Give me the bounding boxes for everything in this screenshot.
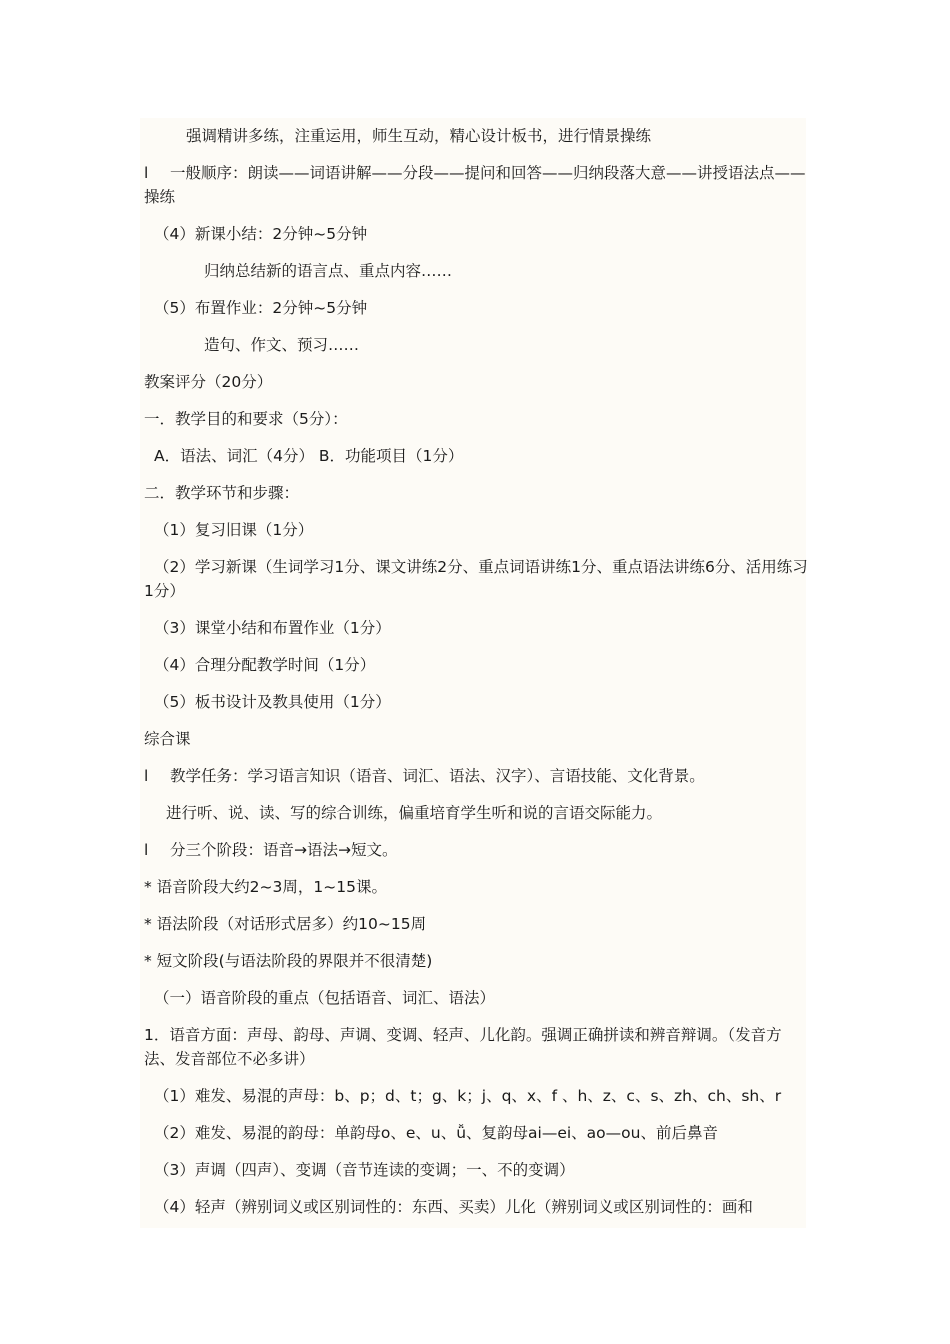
item-new-lesson-summary: （4）新课小结：2分钟~5分钟	[154, 225, 368, 243]
paragraph-teaching-tasks: l 教学任务：学习语言知识（语音、词汇、语法、汉字）、言语技能、文化背景。	[144, 764, 808, 788]
paragraph-homework-detail: 造句、作文、预习……	[204, 336, 360, 354]
heading-phonetics-focus: （一）语音阶段的重点（包括语音、词汇、语法）	[154, 989, 496, 1007]
heading-teaching-steps: 二．教学环节和步骤：	[144, 484, 300, 502]
item-review: （1）复习旧课（1分）	[154, 521, 314, 539]
heading-comprehensive-course: 综合课	[144, 730, 191, 748]
paragraph-three-stages: l 分三个阶段：语音→语法→短文。	[144, 838, 808, 862]
heading-teaching-goals: 一．教学目的和要求（5分）：	[144, 410, 348, 428]
item-new-lesson: （2）学习新课（生词学习1分、课文讲练2分、重点词语讲练1分、重点语法讲练6分、活用练习1分）	[144, 558, 808, 600]
item-board-design: （5）板书设计及教具使用（1分）	[154, 693, 391, 711]
item-time-allocation: （4）合理分配教学时间（1分）	[154, 656, 376, 674]
document-body	[144, 124, 808, 1232]
bullet-mark: l	[144, 841, 149, 859]
bullet-mark: l	[144, 164, 149, 182]
paragraph-teaching-emphasis: 强调精讲多练，注重运用，师生互动，精心设计板书，进行情景操练	[186, 127, 652, 145]
bullet-mark: l	[144, 767, 149, 785]
item-neutral-tone-erhua: （4）轻声（辨别词义或区别词性的：东西、买卖）儿化（辨别词义或区别词性的：画和	[154, 1198, 753, 1216]
paragraph-integrated-training: 进行听、说、读、写的综合训练，偏重培育学生听和说的言语交际能力。	[166, 804, 663, 822]
paragraph-general-order: l 一般顺序：朗读——词语讲解——分段——提问和回答——归纳段落大意——讲授语法点——操练	[144, 161, 808, 209]
item-homework: （5）布置作业：2分钟~5分钟	[154, 299, 368, 317]
item-class-summary: （3）课堂小结和布置作业（1分）	[154, 619, 391, 637]
item-grammar-stage: * 语法阶段（对话形式居多）约10~15周	[144, 915, 427, 933]
item-short-text-stage: * 短文阶段(与语法阶段的界限并不很清楚)	[144, 952, 433, 970]
item-tones: （3）声调（四声）、变调（音节连读的变调；一、不的变调）	[154, 1161, 575, 1179]
item-difficult-finals: （2）难发、易混的韵母：单韵母o、e、u、ǚ、复韵母ai—ei、ao—ou、前后鼻音	[154, 1124, 718, 1142]
item-grammar-vocab-function: A．语法、词汇（4分） B．功能项目（1分）	[154, 447, 464, 465]
item-difficult-initials: （1）难发、易混的声母：b、p；d、t；g、k；j、q、x、f 、h、z、c、s、zh、ch、sh、r	[154, 1087, 782, 1105]
heading-lesson-plan-scoring: 教案评分（20分）	[144, 373, 273, 391]
item-phonetics-stage: * 语音阶段大约2~3周，1~15课。	[144, 878, 387, 896]
paragraph-phonetics-aspects: 1．语音方面：声母、韵母、声调、变调、轻声、儿化韵。强调正确拼读和辨音辩调。（发音方法、发音部位不必多讲）	[144, 1026, 782, 1068]
paragraph-summary-detail: 归纳总结新的语言点、重点内容……	[204, 262, 453, 280]
